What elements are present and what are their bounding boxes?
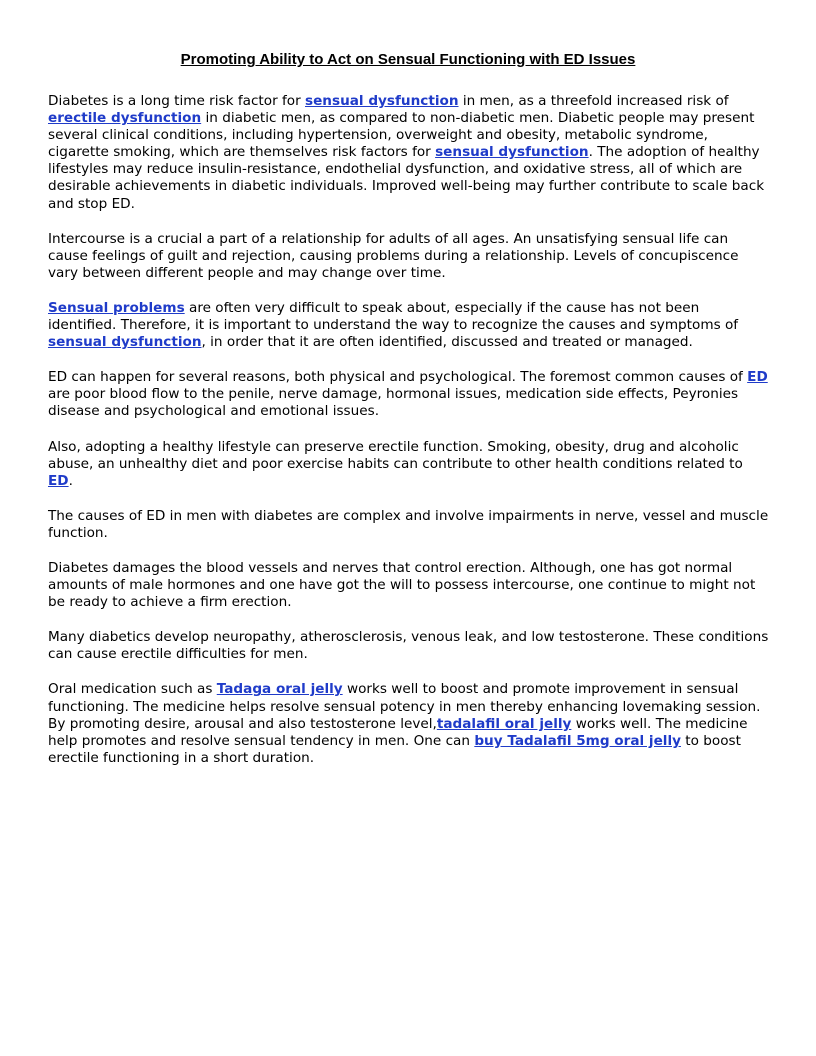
link-tadaga-oral-jelly[interactable]: Tadaga oral jelly	[216, 681, 343, 698]
link-tadalafil-oral-jelly[interactable]: tadalafil oral jelly	[436, 715, 572, 732]
text-run: The causes of ED in men with diabetes are complex and involve impairments in nerve, vessel and muscle function.	[48, 507, 769, 541]
page-title: Promoting Ability to Act on Sensual Functioning with ED Issues	[180, 51, 636, 68]
paragraph	[48, 629, 770, 663]
text-run: are poor blood flow to the penile, nerve damage, hormonal issues, medication side effects, Peyronies disease and psychological and emotional issues.	[48, 386, 739, 420]
paragraph	[48, 439, 770, 490]
link-erectile-dysfunction[interactable]: erectile dysfunction	[48, 110, 202, 127]
text-run: . The adoption of healthy lifestyles may reduce insulin-resistance, endothelial dysfunction, and oxidative stress, all of which are desirable achievements in diabetic individuals. Improved well-being may further contribute to scale back and stop ED.	[48, 144, 765, 212]
paragraph	[48, 369, 770, 420]
text-run: in men, as a threefold increased risk of	[458, 93, 729, 109]
paragraph	[48, 508, 770, 542]
text-run: works well. The medicine help promotes and resolve sensual tendency in men. One can	[48, 715, 748, 749]
text-run: to boost erectile functioning in a short duration.	[48, 732, 741, 766]
text-run: Oral medication such as	[48, 681, 217, 698]
link-sensual-dysfunction[interactable]: sensual dysfunction	[305, 93, 459, 109]
text-run: are often very difficult to speak about, especially if the cause has not been identified. Therefore, it is important to understand the way to recognize the causes and symptoms of	[48, 299, 739, 334]
paragraph	[48, 560, 770, 611]
text-run: Diabetes is a long time risk factor for	[48, 93, 305, 109]
paragraph	[48, 231, 770, 282]
link-ed[interactable]: ED	[48, 472, 69, 489]
link-sensual-dysfunction[interactable]: sensual dysfunction	[48, 334, 202, 351]
link-ed[interactable]: ED	[747, 369, 768, 386]
text-run: .	[68, 472, 73, 489]
text-run: ED can happen for several reasons, both physical and psychological. The foremost common causes of	[48, 369, 748, 386]
text-run: works well to boost and promote improvement in sensual functioning. The medicine helps resolve sensual potency in men thereby enhancing lovemaking session. By promoting desire, arousal and also testosterone level,	[48, 681, 761, 732]
paragraph	[48, 681, 770, 766]
text-run: , in order that it are often identified, discussed and treated or managed.	[201, 334, 693, 351]
paragraph	[48, 300, 770, 351]
link-sensual-dysfunction[interactable]: sensual dysfunction	[435, 144, 589, 161]
text-run: Many diabetics develop neuropathy, atherosclerosis, venous leak, and low testosterone. These conditions can cause erectile difficulties for men.	[48, 629, 769, 663]
document-body	[48, 93, 770, 785]
link-buy-tadalafil-5mg-oral-jelly[interactable]: buy Tadalafil 5mg oral jelly	[474, 732, 681, 749]
text-run: in diabetic men, as compared to non-diabetic men. Diabetic people may present several clinical conditions, including hypertension, overweight and obesity, metabolic syndrome, cigarette smoking, which are themselves risk factors for	[48, 110, 755, 161]
text-run: Also, adopting a healthy lifestyle can preserve erectile function. Smoking, obesity, drug and alcoholic abuse, an unhealthy diet and poor exercise habits can contribute to other health conditions related to	[48, 438, 743, 472]
text-run: Intercourse is a crucial a part of a relationship for adults of all ages. An unsatisfying sensual life can cause feelings of guilt and rejection, causing problems during a relationship. Levels of concupiscence vary between different people and may change over time.	[48, 230, 739, 281]
text-run: Diabetes damages the blood vessels and nerves that control erection. Although, one has got normal amounts of male hormones and one have got the will to possess intercourse, one continue to might not be ready to achieve a firm erection.	[48, 559, 756, 611]
link-sensual-problems[interactable]: Sensual problems	[48, 299, 185, 316]
paragraph	[48, 93, 770, 213]
